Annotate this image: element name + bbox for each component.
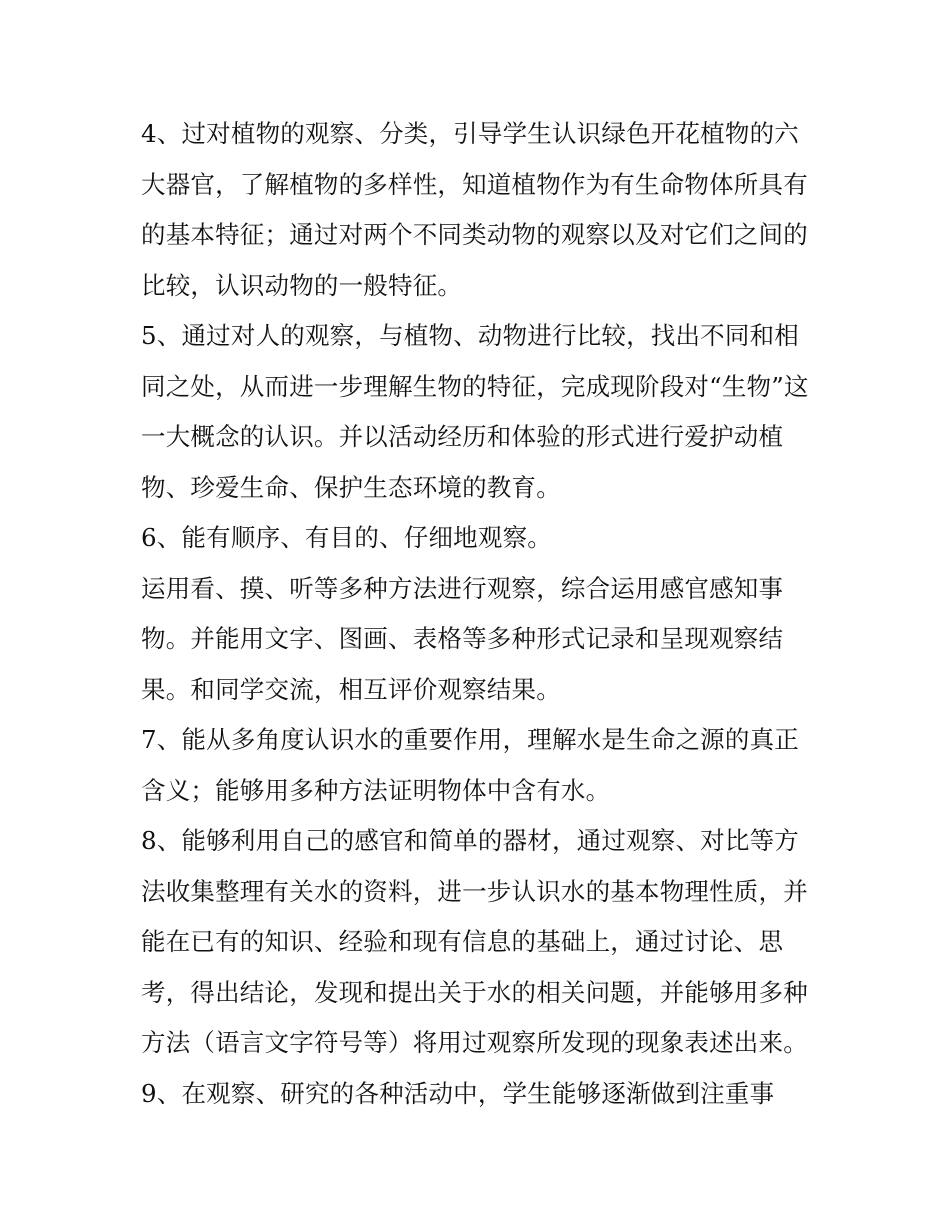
document-body (141, 109, 821, 1119)
text-line-6: 同之处，从而进一步理解生物的特征，完成现阶段对“生物”这 (141, 371, 809, 401)
text-line-2: 大器官，了解植物的多样性，知道植物作为有生命物体所具有 (141, 169, 808, 199)
text-line-15: 8、能够利用自己的感官和简单的器材，通过观察、对比等方 (141, 826, 799, 855)
text-line-19: 方法（语言文字符号等）将用过观察所发现的现象表述出来。 (141, 1028, 808, 1057)
text-line-7: 一大概念的认识。并以活动经历和体验的形式进行爱护动植 (141, 422, 784, 451)
text-line-5: 5、通过对人的观察，与植物、动物进行比较，找出不同和相 (141, 321, 799, 350)
text-line-1: 4、过对植物的观察、分类，引导学生认识绿色开花植物的六 (141, 119, 799, 148)
text-line-16: 法收集整理有关水的资料，进一步认识水的基本物理性质，并 (141, 876, 808, 906)
text-line-10: 运用看、摸、听等多种方法进行观察，综合运用感官感知事 (141, 573, 784, 603)
text-line-3: 的基本特征；通过对两个不同类动物的观察以及对它们之间的 (141, 220, 808, 249)
text-line-9: 6、能有顺序、有目的、仔细地观察。 (141, 523, 552, 552)
text-line-18: 考，得出结论，发现和提出关于水的相关问题，并能够用多种 (141, 977, 808, 1007)
text-line-20: 9、在观察、研究的各种活动中，学生能够逐渐做到注重事 (141, 1078, 775, 1108)
text-line-4: 比较，认识动物的一般特征。 (141, 270, 463, 300)
text-line-8: 物、珍爱生命、保护生态环境的教育。 (141, 472, 561, 502)
text-line-14: 含义；能够用多种方法证明物体中含有水。 (141, 775, 611, 805)
text-line-12: 果。和同学交流，相互评价观察结果。 (141, 674, 561, 704)
text-line-13: 7、能从多角度认识水的重要作用，理解水是生命之源的真正 (141, 725, 799, 754)
text-line-11: 物。并能用文字、图画、表格等多种形式记录和呈现观察结 (141, 624, 784, 653)
text-line-17: 能在已有的知识、经验和现有信息的基础上，通过讨论、思 (141, 927, 784, 956)
